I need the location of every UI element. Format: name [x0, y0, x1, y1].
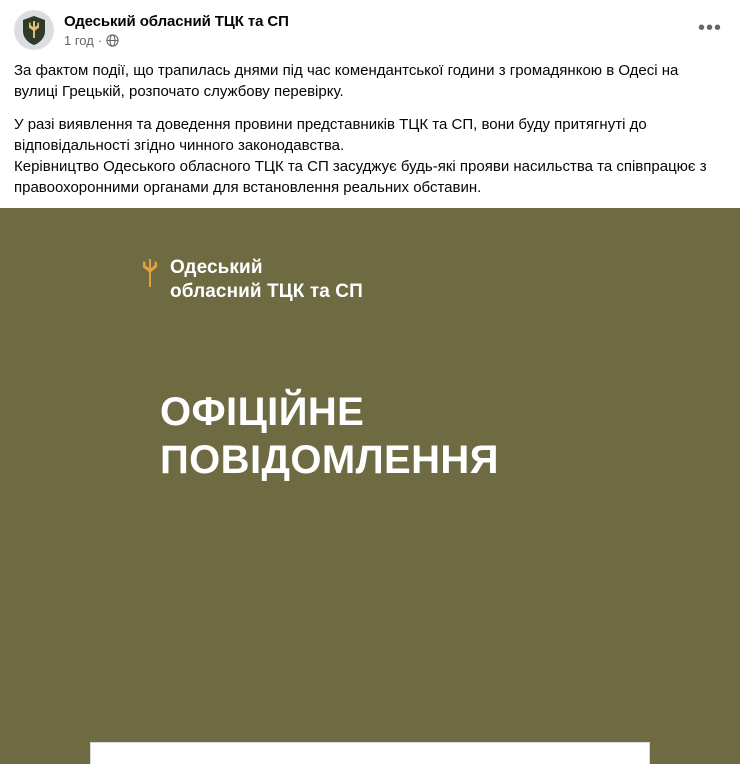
- shield-trident-emblem-icon: [15, 11, 53, 49]
- post-timestamp[interactable]: 1 год: [64, 32, 94, 48]
- post-paragraph-2: У разі виявлення та доведення провини представників ТЦК та СП, вони буду притягнуті до відповідальності згідно чинного законодавства.: [14, 116, 647, 154]
- post-paragraph-3: Керівництво Одеського обласного ТЦК та СП засуджує будь-які прояви насильства та співпрацює з правоохоронними органами для встановлення реальних обставин.: [14, 158, 707, 196]
- post-paragraph-1: За фактом події, що трапилась днями під час комендантської години з громадянкою в Одесі на вулиці Грецькій, розпочато службову перевірку.: [14, 62, 679, 100]
- post-meta: [64, 33, 694, 49]
- post-attached-image[interactable]: [0, 208, 740, 764]
- image-brand-line-2: обласний ТЦК та СП: [170, 281, 363, 302]
- page-name[interactable]: Одеський обласний ТЦК та СП: [64, 12, 289, 30]
- post-text: [0, 54, 740, 208]
- image-document-panel: [90, 742, 650, 764]
- meta-separator: ·: [97, 32, 103, 48]
- avatar[interactable]: [14, 10, 54, 50]
- image-headline-line-1: ОФІЦІЙНЕ: [160, 390, 365, 434]
- image-headline: [160, 388, 499, 484]
- image-brand-block: [140, 256, 363, 304]
- image-brand-text: [170, 256, 363, 304]
- post-header-text: [64, 10, 694, 50]
- post-header: [0, 0, 740, 54]
- post-more-options-button[interactable]: •••: [697, 17, 722, 39]
- image-headline-line-2: ПОВІДОМЛЕННЯ: [160, 438, 499, 482]
- trident-icon: [140, 259, 160, 287]
- globe-icon[interactable]: [106, 34, 119, 47]
- image-brand-line-1: Одеський: [170, 257, 263, 278]
